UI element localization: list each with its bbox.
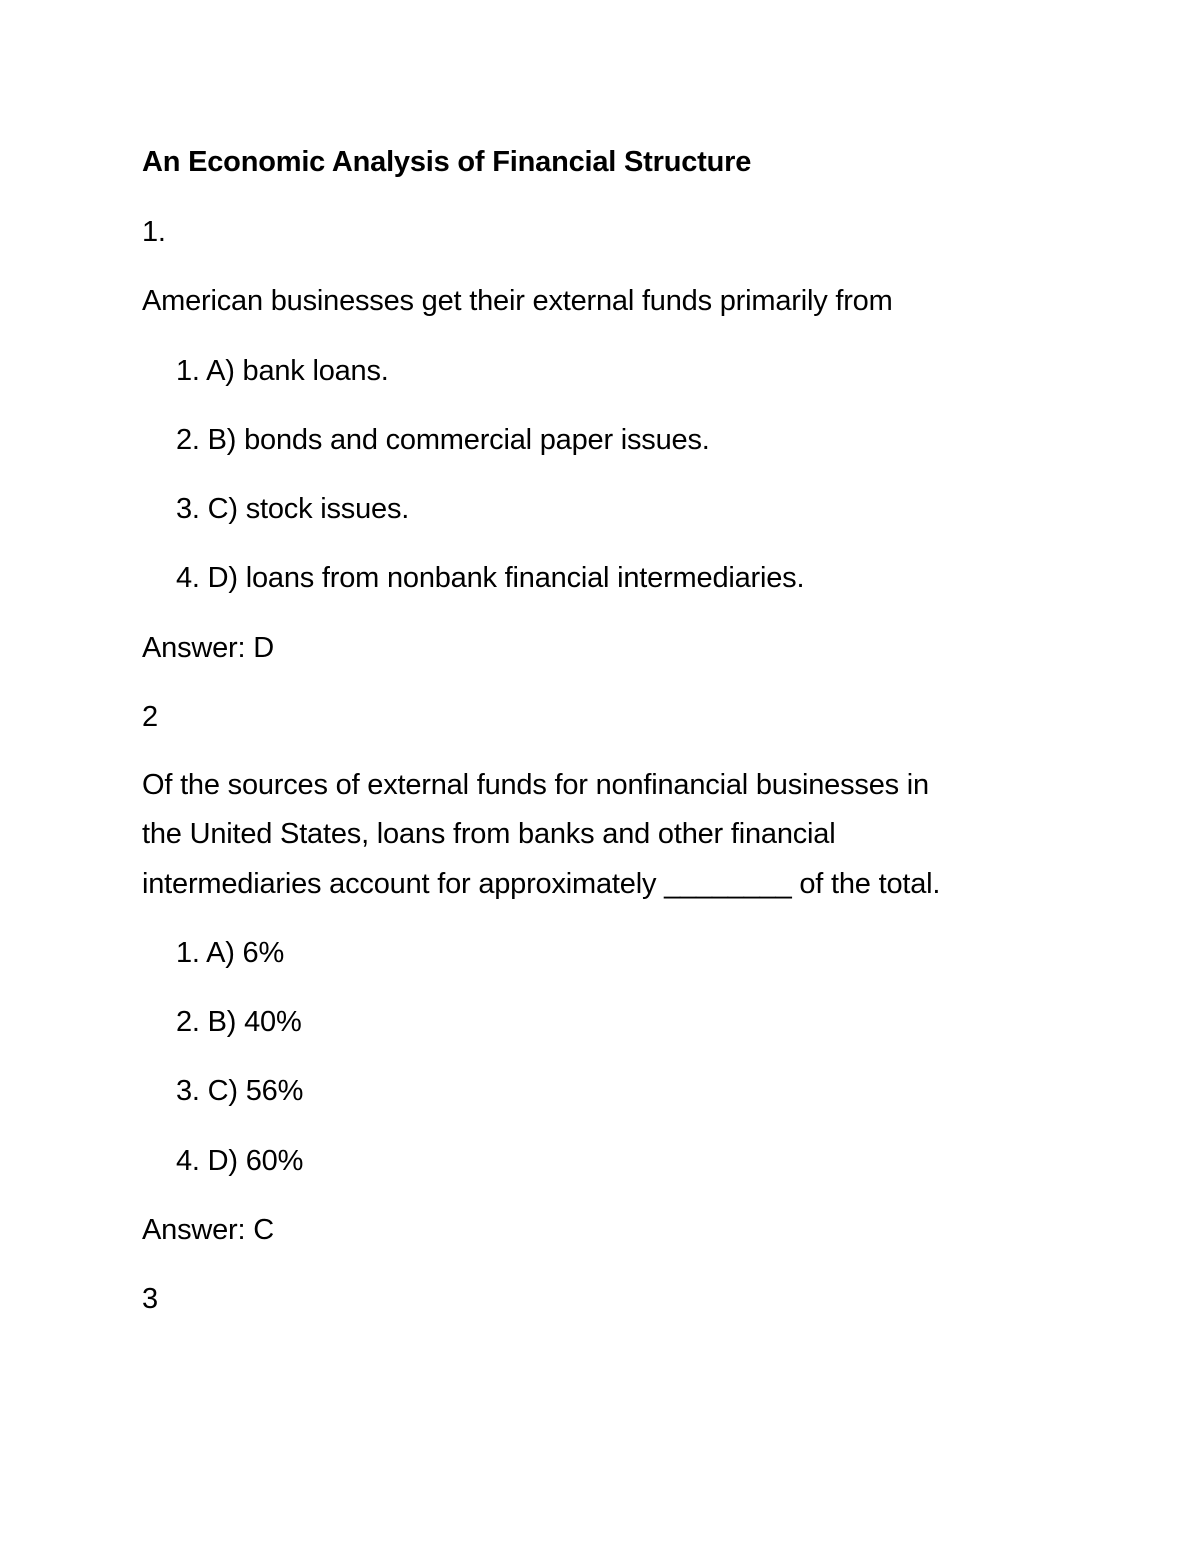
option-number: 4. (176, 1145, 200, 1177)
option-text: A) bank loans. (206, 355, 389, 387)
question-2-option-b (176, 998, 302, 1047)
question-2-option-a (176, 929, 284, 978)
question-1-answer: Answer: D (142, 632, 274, 664)
option-number: 2. (176, 424, 200, 456)
question-2-text-line-2: the United States, loans from banks and other financial (142, 818, 836, 850)
question-1-text: American businesses get their external funds primarily from (142, 285, 893, 317)
question-2-option-d (176, 1137, 303, 1186)
option-number: 1. (176, 355, 200, 387)
question-1-option-c (176, 485, 409, 534)
option-number: 4. (176, 562, 200, 594)
option-number: 2. (176, 1006, 200, 1038)
question-1-number: 1. (142, 216, 166, 248)
question-1-option-b (176, 416, 710, 465)
option-number: 3. (176, 1075, 200, 1107)
question-2-text-line-1: Of the sources of external funds for nonfinancial businesses in (142, 769, 929, 801)
option-text: D) 60% (207, 1145, 304, 1177)
question-2-number: 2 (142, 701, 158, 733)
question-2-text-line-3: intermediaries account for approximately ________ of the total. (142, 868, 941, 900)
question-1-option-d (176, 554, 804, 603)
option-text: C) 56% (207, 1075, 304, 1107)
option-text: C) stock issues. (207, 493, 410, 525)
document-title: An Economic Analysis of Financial Structure (142, 146, 752, 178)
question-2-answer: Answer: C (142, 1214, 274, 1246)
option-text: D) loans from nonbank financial intermediaries. (207, 562, 805, 594)
option-number: 1. (176, 937, 200, 969)
question-3-number: 3 (142, 1283, 158, 1315)
question-2-option-c (176, 1067, 303, 1116)
option-number: 3. (176, 493, 200, 525)
option-text: B) bonds and commercial paper issues. (207, 424, 710, 456)
question-1-option-a (176, 347, 389, 396)
option-text: B) 40% (207, 1006, 302, 1038)
option-text: A) 6% (206, 937, 285, 969)
